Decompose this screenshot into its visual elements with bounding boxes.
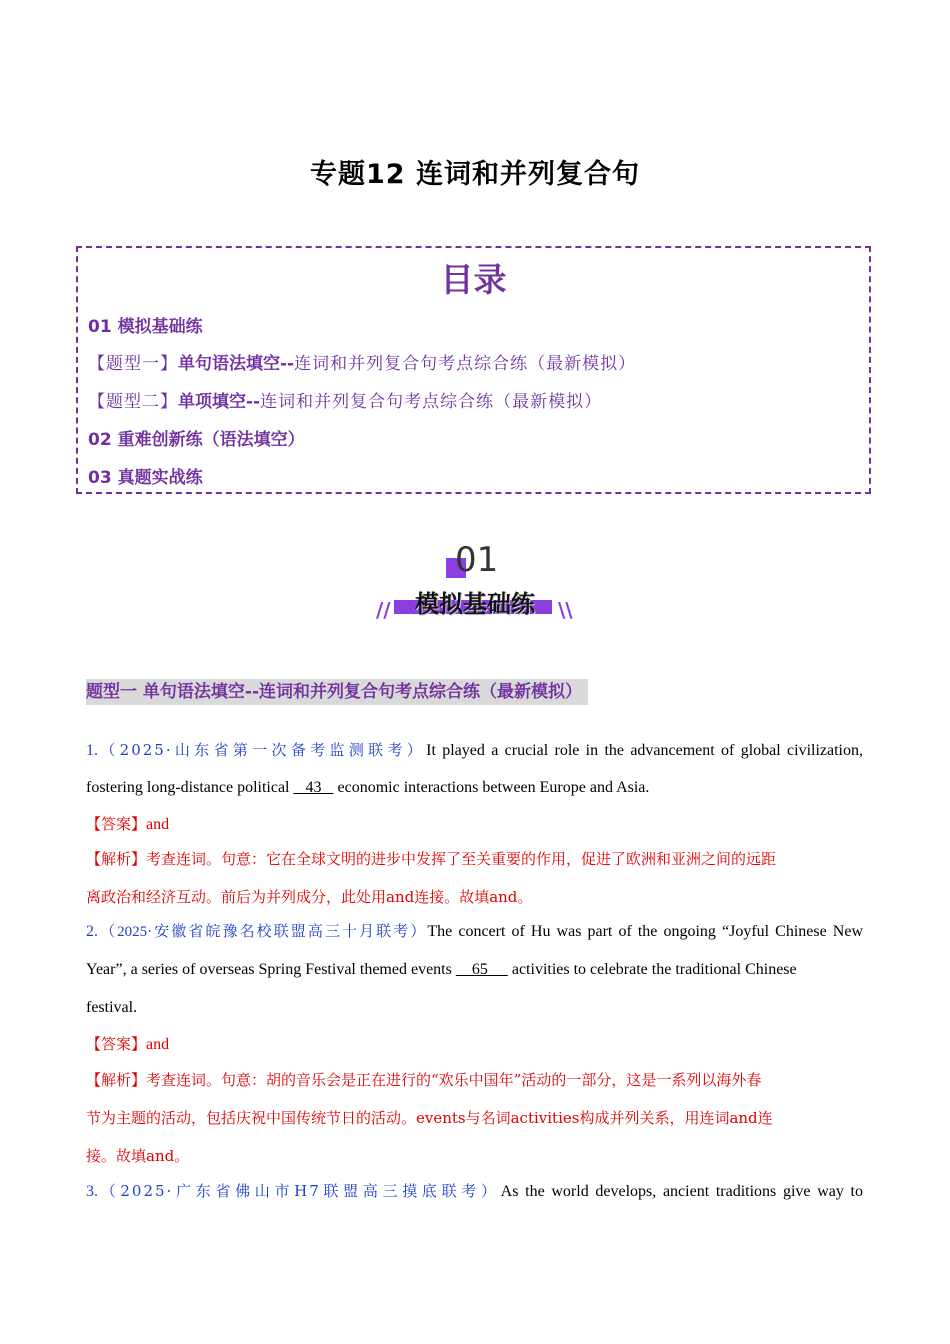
toc-heading: 目录 [440, 260, 507, 299]
question-text: economic interactions between Europe and Asia. [333, 779, 650, 796]
question-text: It played a crucial role in the advancement of global civilization, [426, 742, 863, 759]
analysis-label: 【解析】 [86, 850, 147, 868]
analysis-text: 考查连词。句意：胡的音乐会是正在进行的“欢乐中国年”活动的一部分，这是一系列以海外春 [146, 1071, 762, 1089]
answer-label: 【答案】 [86, 1035, 147, 1053]
answer-line [86, 813, 863, 836]
answer-label: 【答案】 [86, 815, 147, 833]
toc-item-1[interactable] [88, 312, 203, 337]
banner-label: 模拟基础练 [415, 590, 535, 618]
answer-line [86, 1033, 863, 1056]
analysis-line-1 [86, 848, 863, 871]
question-number: 3. [86, 1183, 98, 1200]
question-number: 2. [86, 923, 98, 940]
banner-number: 01 [455, 540, 499, 580]
answer-value: and [146, 1036, 170, 1053]
toc-item-label: 02 重难创新练（语法填空） [88, 430, 305, 450]
question-1-line-2 [86, 777, 863, 799]
answer-blank[interactable]: 43 [293, 779, 334, 796]
question-2-line-1 [86, 921, 863, 943]
banner-slash-left-icon: // [376, 598, 391, 622]
toc-item-prefix: 【题型二】 [88, 392, 178, 412]
analysis-line-3: 接。故填and。 [86, 1147, 190, 1165]
table-of-contents [76, 246, 871, 494]
question-source: （2025·安徽省皖豫名校联盟高三十月联考） [98, 924, 428, 940]
question-text: activities to celebrate the traditional Chinese [507, 961, 797, 978]
question-source: （2025·广东省佛山市H7联盟高三摸底联考） [98, 1182, 501, 1200]
question-1-line-1 [86, 739, 863, 762]
question-2-line-2 [86, 959, 863, 981]
question-text: The concert of Hu was part of the ongoing “Joyful Chinese New [427, 923, 863, 940]
answer-blank[interactable]: 65 [455, 961, 508, 978]
section-banner [370, 540, 580, 625]
toc-item-prefix: 【题型一】 [88, 354, 178, 374]
analysis-line-2: 节为主题的活动，包括庆祝中国传统节日的活动。events与名词activities构成并列关系，用连词and连 [86, 1109, 773, 1127]
answer-value: and [146, 816, 170, 833]
question-3-line-1 [86, 1180, 863, 1203]
toc-item-2[interactable] [88, 349, 636, 374]
toc-item-5[interactable] [88, 463, 203, 488]
toc-item-3[interactable] [88, 387, 602, 412]
analysis-text: 考查连词。句意：它在全球文明的进步中发挥了至关重要的作用，促进了欧洲和亚洲之间的远距 [146, 850, 777, 868]
toc-item-label: 单项填空-- [178, 392, 261, 412]
page-title: 专题12 连词和并列复合句 [310, 159, 640, 190]
toc-item-desc: 连词和并列复合句考点综合练（最新模拟） [294, 354, 637, 374]
analysis-line-2: 离政治和经济互动。前后为并列成分，此处用and连接。故填and。 [86, 888, 533, 906]
question-text: Year”, a series of overseas Spring Festival themed events [86, 961, 456, 978]
question-text: fostering long-distance political [86, 779, 294, 796]
question-2-line-3: festival. [86, 999, 138, 1016]
toc-item-desc: 连词和并列复合句考点综合练（最新模拟） [260, 392, 603, 412]
question-text: As the world develops, ancient traditions give way to [500, 1183, 863, 1200]
toc-item-label: 单句语法填空-- [178, 354, 295, 374]
toc-item-label: 01 模拟基础练 [88, 317, 203, 337]
analysis-label: 【解析】 [86, 1071, 147, 1089]
section-heading: 题型一 单句语法填空--连词和并列复合句考点综合练（最新模拟） [86, 679, 588, 705]
question-number: 1. [86, 742, 98, 759]
toc-item-label: 03 真题实战练 [88, 468, 203, 488]
analysis-line-1 [86, 1069, 863, 1092]
toc-item-4[interactable] [88, 425, 305, 450]
banner-slash-right-icon: \\ [558, 598, 573, 622]
question-source: （2025·山东省第一次备考监测联考） [98, 741, 427, 759]
